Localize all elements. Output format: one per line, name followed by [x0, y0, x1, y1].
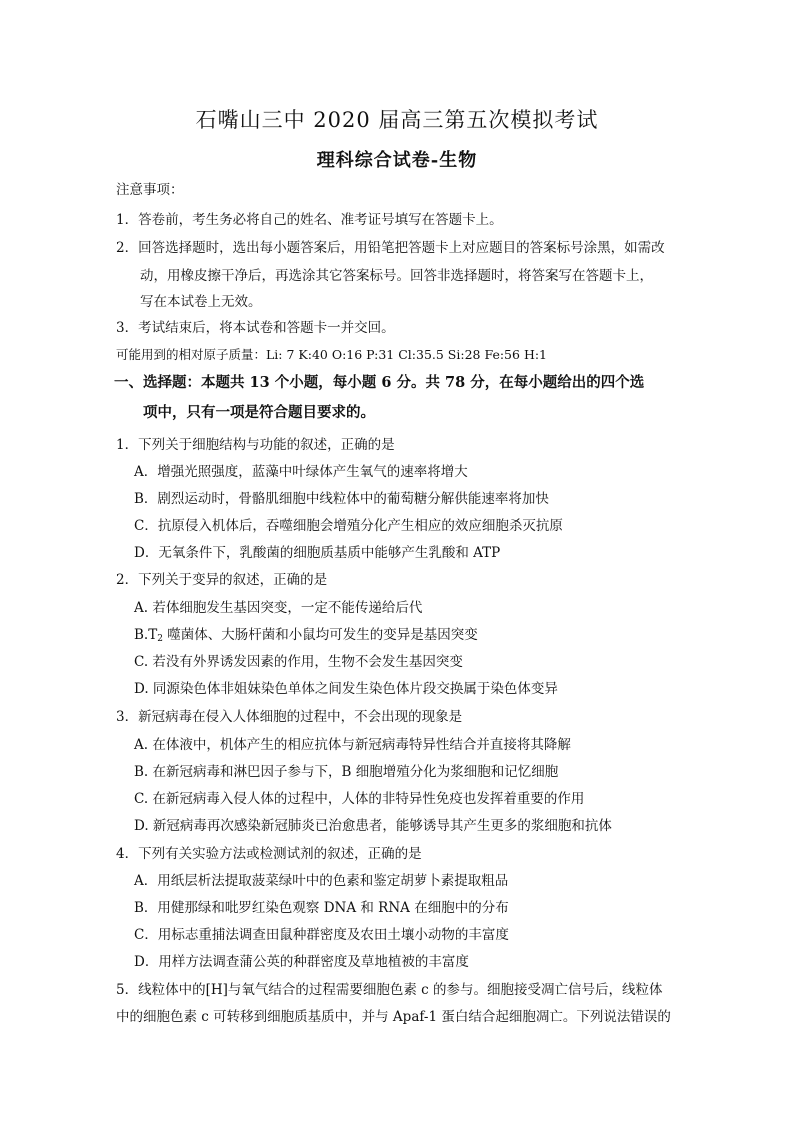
section1-heading: 一、选择题：本题共 13 个小题，每小题 6 分。共 78 分，在每小题给出的四个选	[114, 374, 645, 391]
q3-option-c: C. 在新冠病毒入侵人体的过程中，人体的非特异性免疫也发挥着重要的作用	[134, 791, 585, 807]
q2-option-b-pre: B.T	[134, 627, 158, 643]
q1-option-d: D．无氧条件下，乳酸菌的细胞质基质中能够产生乳酸和 ATP	[134, 545, 501, 561]
q1-stem: 1．下列关于细胞结构与功能的叙述，正确的是	[116, 437, 395, 453]
q2-option-b-post: 噬菌体、大肠杆菌和小鼠均可发生的变异是基因突变	[162, 627, 478, 643]
q4-option-a: A．用纸层析法提取菠菜绿叶中的色素和鉴定胡萝卜素提取粗品	[134, 873, 509, 889]
notice-item-3: 3．考试结束后，将本试卷和答题卡一并交回。	[116, 320, 395, 336]
q2-option-c: C. 若没有外界诱发因素的作用，生物不会发生基因突变	[134, 654, 463, 670]
q1-option-b: B．剧烈运动时，骨骼肌细胞中线粒体中的葡萄糖分解供能速率将加快	[134, 491, 549, 507]
q2-stem: 2．下列关于变异的叙述，正确的是	[116, 572, 328, 588]
q3-option-d: D. 新冠病毒再次感染新冠肺炎已治愈患者，能够诱导其产生更多的浆细胞和抗体	[134, 818, 612, 834]
section1-heading-cont: 项中，只有一项是符合题目要求的。	[143, 404, 375, 421]
q2-option-b-subscript: 2	[157, 634, 163, 644]
notice-item-2-cont: 动，用橡皮擦干净后，再选涂其它答案标号。回答非选择题时，将答案写在答题卡上，	[140, 268, 653, 284]
q3-option-a: A. 在体液中，机体产生的相应抗体与新冠病毒特异性结合并直接将其降解	[134, 737, 571, 753]
q4-option-c: C．用标志重捕法调查田鼠种群密度及农田土壤小动物的丰富度	[134, 927, 509, 943]
atomic-mass-line: 可能用到的相对原子质量：Li: 7 K:40 O:16 P:31 Cl:35.5 Si:28 Fe:56 H:1	[116, 347, 548, 362]
exam-subtitle: 理科综合试卷-生物	[316, 150, 478, 171]
q3-option-b: B. 在新冠病毒和淋巴因子参与下，B 细胞增殖分化为浆细胞和记忆细胞	[134, 764, 559, 780]
exam-title: 石嘴山三中 2020 届高三第五次模拟考试	[195, 108, 599, 132]
q2-option-d: D. 同源染色体非姐妹染色单体之间发生染色体片段交换属于染色体变异	[134, 681, 558, 697]
q3-stem: 3．新冠病毒在侵入人体细胞的过程中，不会出现的现象是	[116, 709, 463, 725]
q2-option-b	[134, 625, 478, 649]
q1-option-a: A．增强光照强度，蓝藻中叶绿体产生氧气的速率将增大	[134, 464, 468, 480]
q5-stem-line1: 5．线粒体中的[H]与氧气结合的过程需要细胞色素 c 的参与。细胞接受凋亡信号后，线粒体	[116, 982, 663, 998]
notice-heading: 注意事项：	[116, 182, 184, 198]
notice-item-2: 2．回答选择题时，选出每小题答案后，用铅笔把答题卡上对应题目的答案标号涂黑，如需改	[116, 240, 665, 256]
q5-stem-line2: 中的细胞色素 c 可转移到细胞质基质中，并与 Apaf-1 蛋白结合起细胞凋亡。下列说法错误的	[116, 1009, 671, 1025]
q4-option-b: B．用健那绿和吡罗红染色观察 DNA 和 RNA 在细胞中的分布	[134, 900, 509, 916]
q1-option-c: C．抗原侵入机体后，吞噬细胞会增殖分化产生相应的效应细胞杀灭抗原	[134, 518, 563, 534]
q4-option-d: D．用样方法调查蒲公英的种群密度及草地植被的丰富度	[134, 954, 469, 970]
notice-item-1: 1．答卷前，考生务必将自己的姓名、准考证号填写在答题卡上。	[116, 212, 503, 228]
notice-item-2-cont2: 写在本试卷上无效。	[140, 294, 262, 310]
q4-stem: 4．下列有关实验方法或检测试剂的叙述，正确的是	[116, 846, 422, 862]
q2-option-a: A. 若体细胞发生基因突变，一定不能传递给后代	[134, 600, 423, 616]
